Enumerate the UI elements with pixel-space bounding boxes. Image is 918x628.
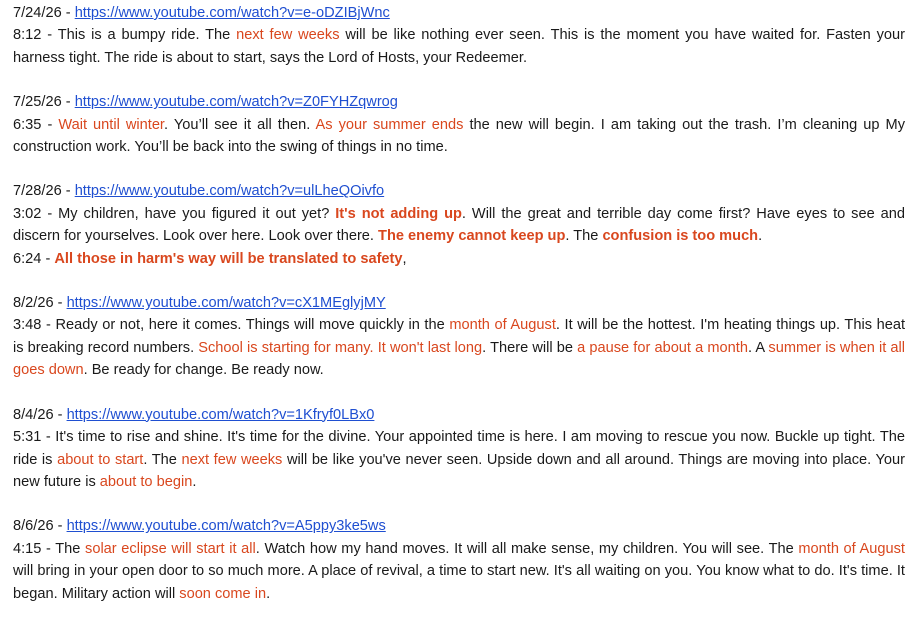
quote-text: the new will begin. I am taking out the trash. I’m cleaning up My construction work. You’ll be back into the swing of things in no time.: [13, 116, 905, 156]
quote-paragraph: [13, 248, 905, 270]
quote-text: will be like nothing ever seen. This is the moment you have waited for. Fasten your harness tight. The ride is about to start, says the Lord of Hosts, your Redeemer.: [13, 27, 905, 66]
entry: [13, 404, 905, 494]
quote-text: 8:12 - This is a bumpy ride. The: [13, 27, 237, 44]
entry: [13, 292, 905, 382]
highlighted-text: solar eclipse will start it all: [85, 540, 256, 557]
quote-text: . Be ready for change. Be ready now.: [83, 362, 324, 379]
entry-header: 8/6/26 - https://www.youtube.com/watch?v=A5ppy3ke5ws: [13, 518, 386, 535]
quote-text: 6:24 -: [13, 250, 55, 267]
entry-date: 7/28/26: [13, 183, 62, 200]
quote-text: . You’ll see it all then.: [164, 116, 316, 133]
entry-date: 8/2/26: [13, 295, 54, 312]
highlighted-text: confusion is too much: [602, 228, 759, 245]
quote-text: 6:35 -: [13, 116, 59, 133]
quote-text: 4:15 - The: [13, 540, 86, 557]
quote-text: will bring in your open door to so much more. A place of revival, a time to start new. It's all waiting on you. You know what to do. It's time. It began. Military action will: [13, 563, 905, 602]
quote-text: ,: [402, 250, 407, 267]
video-link[interactable]: https://www.youtube.com/watch?v=A5ppy3ke5ws: [66, 518, 386, 535]
entry-date: 7/25/26: [13, 94, 62, 111]
quote-text: . There will be: [482, 339, 578, 356]
highlighted-text: a pause for about a month: [577, 339, 748, 356]
entry-date: 8/4/26: [13, 406, 54, 423]
video-link[interactable]: https://www.youtube.com/watch?v=cX1MEglyjMY: [66, 295, 386, 312]
highlighted-text: soon come in: [179, 585, 267, 602]
highlighted-text: It's not adding up: [335, 205, 462, 222]
highlighted-text: month of August: [798, 540, 905, 557]
quote-paragraph: [13, 426, 905, 493]
entry-date: 8/6/26: [13, 518, 54, 535]
highlighted-text: The enemy cannot keep up: [378, 228, 566, 245]
quote-text: . Will the great and terrible day come first? Have eyes to see and discern for yourselves. Look over here. Look over there.: [13, 205, 905, 245]
quote-paragraph: [13, 314, 905, 381]
highlighted-text: about to begin: [99, 473, 193, 490]
quote-paragraph: [13, 538, 905, 605]
quote-text: 3:48 - Ready or not, here it comes. Things will move quickly in the: [13, 317, 450, 334]
quote-text: . The: [565, 228, 603, 245]
entry-header: 7/28/26 - https://www.youtube.com/watch?v=ulLheQOivfo: [13, 183, 385, 200]
highlighted-text: Wait until winter: [58, 116, 164, 133]
entry: [13, 2, 905, 69]
quote-text: 3:02 - My children, have you figured it out yet?: [13, 205, 336, 222]
quote-text: . The: [143, 451, 182, 468]
entry-date: 7/24/26: [13, 5, 62, 21]
quote-text: . A: [747, 339, 769, 356]
entry: [13, 515, 905, 605]
quote-text: .: [192, 473, 197, 490]
entry-header: 8/4/26 - https://www.youtube.com/watch?v=1Kfryf0LBx0: [13, 406, 375, 423]
quote-text: .: [266, 585, 271, 602]
video-link[interactable]: https://www.youtube.com/watch?v=Z0FYHZqwrog: [74, 94, 398, 111]
quote-paragraph: [13, 203, 905, 248]
entry-header: 7/25/26 - https://www.youtube.com/watch?v=Z0FYHZqwrog: [13, 94, 398, 111]
highlighted-text: next few weeks: [181, 451, 283, 468]
entry: [13, 180, 905, 270]
highlighted-text: about to start: [57, 451, 144, 468]
video-link[interactable]: https://www.youtube.com/watch?v=1Kfryf0LBx0: [66, 406, 375, 423]
quote-paragraph: [13, 114, 905, 159]
highlighted-text: As your summer ends: [315, 116, 464, 133]
entry-header: 8/2/26 - https://www.youtube.com/watch?v=cX1MEglyjMY: [13, 295, 386, 312]
highlighted-text: next few weeks: [236, 27, 340, 44]
quote-text: will be like you've never seen. Upside down and all around. Things are moving into place. Your new future is: [13, 451, 905, 490]
quote-text: . Watch how my hand moves. It will all make sense, my children. You will see. The: [255, 540, 799, 557]
highlighted-text: All those in harm's way will be translated to safety: [54, 250, 403, 267]
quote-paragraph: [13, 24, 905, 69]
highlighted-text: School is starting for many. It won't last long: [198, 339, 483, 356]
entry: [13, 91, 905, 158]
highlighted-text: month of August: [449, 317, 556, 334]
entry-header: 7/24/26 - https://www.youtube.com/watch?v=e-oDZIBjWnc: [13, 5, 390, 21]
video-link[interactable]: https://www.youtube.com/watch?v=e-oDZIBjWnc: [74, 5, 390, 21]
quote-text: . It will be the hottest. I'm heating things up. This heat is breaking record numbers.: [13, 317, 905, 356]
quote-text: 5:31 - It's time to rise and shine. It's time for the divine. Your appointed time is here. I am moving to rescue you now. Buckle up tight. The ride is: [13, 429, 905, 468]
highlighted-text: summer is when it all goes down: [13, 339, 905, 379]
video-link[interactable]: https://www.youtube.com/watch?v=ulLheQOivfo: [74, 183, 385, 200]
quote-text: .: [758, 228, 763, 245]
